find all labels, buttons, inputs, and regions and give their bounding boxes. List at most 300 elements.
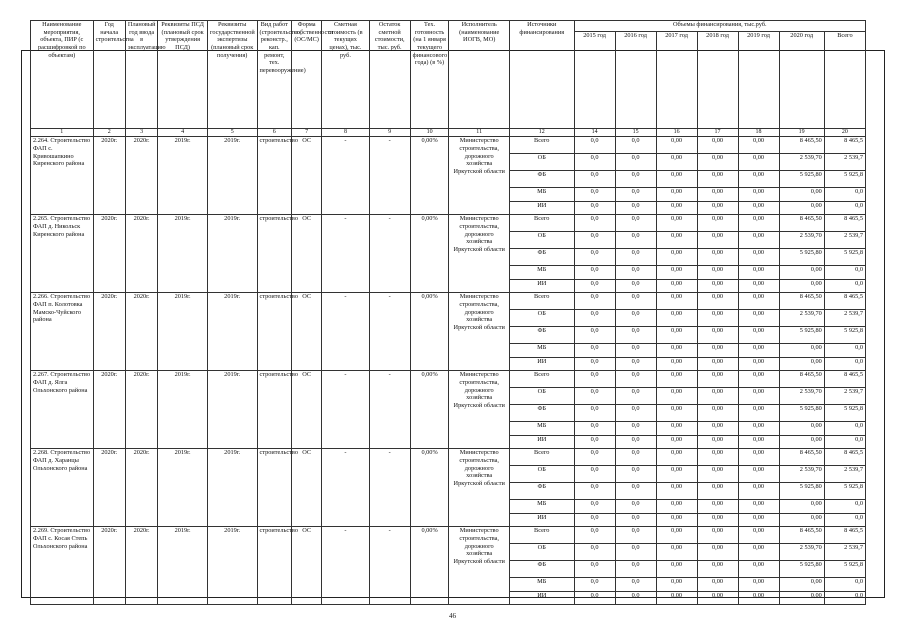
total-value-cell: 0,0: [824, 202, 865, 215]
year-value-cell: 0,0: [615, 388, 656, 405]
executor-cell: Министерство строительства, дорожного хозяйства Иркутской области: [449, 449, 509, 527]
planned-year-cell: 2020г.: [125, 371, 157, 449]
year-value-cell: 2 539,70: [779, 388, 824, 405]
funding-source-label: Всего: [509, 527, 574, 544]
header-year: 2016 год: [615, 32, 656, 129]
funding-source-label: ИИ: [509, 436, 574, 449]
year-value-cell: 0,00: [738, 266, 779, 280]
year-value-cell: 0,00: [779, 344, 824, 358]
total-value-cell: 8 465,5: [824, 371, 865, 388]
year-value-cell: 0,00: [738, 527, 779, 544]
year-value-cell: 0,00: [738, 215, 779, 232]
header-funding-source: Источники финансирования: [509, 21, 574, 129]
year-value-cell: 0,00: [697, 188, 738, 202]
estimate-cell: -: [322, 449, 369, 527]
funding-source-label: ОБ: [509, 154, 574, 171]
start-year-cell: 2020г.: [93, 293, 125, 371]
total-value-cell: 5 925,8: [824, 171, 865, 188]
year-value-cell: 0,00: [738, 405, 779, 422]
year-value-cell: 0,00: [656, 188, 697, 202]
header-remainder: Остаток сметной стоимости, тыс. руб.: [369, 21, 410, 129]
year-value-cell: 0,00: [697, 215, 738, 232]
year-value-cell: 0,0: [574, 202, 615, 215]
total-value-cell: 2 539,7: [824, 466, 865, 483]
year-value-cell: 0,00: [656, 544, 697, 561]
header-name: Наименование мероприятия, объекта, ПИР (с расшифровкой по объектам): [31, 21, 94, 129]
year-value-cell: 8 465,50: [779, 527, 824, 544]
year-value-cell: 0,00: [738, 483, 779, 500]
year-value-cell: 0,00: [697, 371, 738, 388]
year-value-cell: 0,00: [697, 527, 738, 544]
year-value-cell: 0,00: [697, 310, 738, 327]
year-value-cell: 0,00: [697, 293, 738, 310]
year-value-cell: 0,00: [697, 154, 738, 171]
year-value-cell: 0,00: [738, 449, 779, 466]
planned-year-cell: 2020г.: [125, 293, 157, 371]
year-value-cell: 0,0: [574, 293, 615, 310]
year-value-cell: 0,00: [738, 202, 779, 215]
project-name: 2.265. Строительство ФАП д. Никольск Киренского района: [31, 215, 94, 293]
header-year: 2019 год: [738, 32, 779, 129]
total-value-cell: 0,0: [824, 280, 865, 293]
total-value-cell: 0,0: [824, 578, 865, 592]
project-name: 2.264. Строительство ФАП с. Кривошапкино Киренского района: [31, 137, 94, 215]
year-value-cell: 0,00: [656, 280, 697, 293]
funding-source-label: ОБ: [509, 232, 574, 249]
year-value-cell: 0,0: [574, 466, 615, 483]
year-value-cell: 0,00: [697, 483, 738, 500]
year-value-cell: 0,00: [738, 466, 779, 483]
column-number: 20: [824, 129, 865, 137]
year-value-cell: 0,0: [615, 358, 656, 371]
year-value-cell: 0,0: [574, 280, 615, 293]
year-value-cell: 0,00: [656, 293, 697, 310]
year-value-cell: 0,0: [574, 215, 615, 232]
year-value-cell: 0,00: [656, 422, 697, 436]
year-value-cell: 0,0: [574, 388, 615, 405]
funding-source-label: МБ: [509, 578, 574, 592]
column-number: 15: [615, 129, 656, 137]
year-value-cell: 0,0: [574, 500, 615, 514]
year-value-cell: 0,00: [656, 466, 697, 483]
funding-source-label: МБ: [509, 500, 574, 514]
column-number: 6: [257, 129, 292, 137]
year-value-cell: 0,0: [615, 466, 656, 483]
table-row: [31, 215, 866, 232]
year-value-cell: 0,00: [738, 358, 779, 371]
funding-source-label: МБ: [509, 344, 574, 358]
ownership-cell: ОС: [292, 293, 322, 371]
total-value-cell: 0,0: [824, 514, 865, 527]
page-number: 46: [449, 612, 456, 620]
year-value-cell: 0,0: [574, 449, 615, 466]
psd-cell: 2019г.: [158, 293, 208, 371]
year-value-cell: 0,00: [738, 371, 779, 388]
year-value-cell: 0,00: [738, 436, 779, 449]
year-value-cell: 0,0: [615, 310, 656, 327]
year-value-cell: 0,0: [615, 202, 656, 215]
total-value-cell: 8 465,5: [824, 527, 865, 544]
column-number: 17: [697, 129, 738, 137]
year-value-cell: 5 925,80: [779, 249, 824, 266]
header-year: 2020 год: [779, 32, 824, 129]
year-value-cell: 5 925,80: [779, 171, 824, 188]
year-value-cell: 0,0: [574, 358, 615, 371]
year-value-cell: 0,00: [656, 371, 697, 388]
year-value-cell: 0,0: [615, 527, 656, 544]
year-value-cell: 0,0: [615, 436, 656, 449]
total-value-cell: 8 465,5: [824, 449, 865, 466]
year-value-cell: 0,0: [574, 483, 615, 500]
year-value-cell: 0,00: [738, 578, 779, 592]
start-year-cell: 2020г.: [93, 215, 125, 293]
psd-cell: 2019г.: [158, 137, 208, 215]
column-number: 5: [207, 129, 257, 137]
year-value-cell: 0,00: [738, 388, 779, 405]
year-value-cell: 0,00: [697, 500, 738, 514]
start-year-cell: 2020г.: [93, 371, 125, 449]
project-name: 2.266. Строительство ФАП п. Колотовка Мамско-Чуйского района: [31, 293, 94, 371]
work-type-cell: строительство: [257, 449, 292, 527]
funding-source-label: МБ: [509, 422, 574, 436]
remainder-cell: -: [369, 215, 410, 293]
year-value-cell: 0,00: [697, 544, 738, 561]
year-value-cell: 0,00: [656, 215, 697, 232]
ownership-cell: ОС: [292, 371, 322, 449]
year-value-cell: 0,00: [656, 561, 697, 578]
table-row: [31, 137, 866, 154]
remainder-cell: -: [369, 449, 410, 527]
expertise-cell: 2019г.: [207, 137, 257, 215]
year-value-cell: 0,00: [779, 358, 824, 371]
ownership-cell: ОС: [292, 449, 322, 527]
year-value-cell: 0,00: [738, 327, 779, 344]
column-number: 12: [509, 129, 574, 137]
year-value-cell: 0,00: [697, 232, 738, 249]
funding-source-label: Всего: [509, 371, 574, 388]
year-value-cell: 0,0: [615, 327, 656, 344]
year-value-cell: 0,00: [697, 514, 738, 527]
header-start-year: Год начала строительства: [93, 21, 125, 129]
column-number: 18: [738, 129, 779, 137]
year-value-cell: 0,0: [615, 215, 656, 232]
total-value-cell: 8 465,5: [824, 293, 865, 310]
year-value-cell: 0,00: [697, 436, 738, 449]
estimate-cell: -: [322, 137, 369, 215]
table-row: [31, 527, 866, 544]
year-value-cell: 0,0: [574, 436, 615, 449]
column-number: 19: [779, 129, 824, 137]
executor-cell: Министерство строительства, дорожного хозяйства Иркутской области: [449, 137, 509, 215]
funding-source-label: ФБ: [509, 249, 574, 266]
year-value-cell: 0,00: [656, 171, 697, 188]
year-value-cell: 0,0: [574, 544, 615, 561]
header-year: 2015 год: [574, 32, 615, 129]
project-name: 2.267. Строительство ФАП д. Ялга Ольхонского района: [31, 371, 94, 449]
estimate-cell: -: [322, 371, 369, 449]
year-value-cell: 0,0: [615, 154, 656, 171]
column-number: 3: [125, 129, 157, 137]
funding-source-label: ФБ: [509, 327, 574, 344]
expertise-cell: 2019г.: [207, 215, 257, 293]
year-value-cell: 0,0: [615, 344, 656, 358]
year-value-cell: 0,00: [656, 266, 697, 280]
year-value-cell: 0,00: [697, 327, 738, 344]
year-value-cell: 0,00: [656, 514, 697, 527]
executor-cell: Министерство строительства, дорожного хозяйства Иркутской области: [449, 293, 509, 371]
year-value-cell: 0,00: [697, 358, 738, 371]
year-value-cell: 0,0: [574, 154, 615, 171]
year-value-cell: 0,00: [738, 249, 779, 266]
total-value-cell: 0,0: [824, 500, 865, 514]
year-value-cell: 0,0: [615, 500, 656, 514]
psd-cell: 2019г.: [158, 527, 208, 605]
column-number: 16: [656, 129, 697, 137]
year-value-cell: 0,0: [574, 327, 615, 344]
year-value-cell: 0,00: [697, 405, 738, 422]
year-value-cell: 0,0: [574, 310, 615, 327]
executor-cell: Министерство строительства, дорожного хозяйства Иркутской области: [449, 527, 509, 605]
year-value-cell: 0,0: [615, 293, 656, 310]
table-row: [31, 293, 866, 310]
year-value-cell: 0,0: [615, 137, 656, 154]
year-value-cell: 0,00: [697, 249, 738, 266]
total-value-cell: 5 925,8: [824, 561, 865, 578]
year-value-cell: 0,00: [779, 500, 824, 514]
work-type-cell: строительство: [257, 293, 292, 371]
remainder-cell: -: [369, 527, 410, 605]
year-value-cell: 0,00: [656, 249, 697, 266]
expertise-cell: 2019г.: [207, 293, 257, 371]
column-number: 7: [292, 129, 322, 137]
year-value-cell: 0,0: [574, 371, 615, 388]
year-value-cell: 0,0: [574, 514, 615, 527]
column-number: 1: [31, 129, 94, 137]
header-work-type: Вид работ (строительство, реконстр., кап. ремонт, тех. перевооружение): [257, 21, 292, 129]
year-value-cell: 0,00: [697, 592, 738, 605]
total-value-cell: 5 925,8: [824, 483, 865, 500]
year-value-cell: 0,00: [656, 358, 697, 371]
year-value-cell: 0,00: [697, 449, 738, 466]
year-value-cell: 0,0: [615, 561, 656, 578]
year-value-cell: 0,00: [738, 422, 779, 436]
year-value-cell: 0,00: [656, 449, 697, 466]
project-name: 2.268. Строительство ФАП д. Харанцы Ольхонского района: [31, 449, 94, 527]
funding-source-label: ИИ: [509, 280, 574, 293]
year-value-cell: 0,0: [615, 405, 656, 422]
readiness-cell: 0,00%: [410, 449, 449, 527]
psd-cell: 2019г.: [158, 215, 208, 293]
year-value-cell: 0,0: [574, 422, 615, 436]
work-type-cell: строительство: [257, 215, 292, 293]
planned-year-cell: 2020г.: [125, 449, 157, 527]
year-value-cell: 0,00: [697, 280, 738, 293]
funding-source-label: ФБ: [509, 171, 574, 188]
year-value-cell: 0,0: [574, 561, 615, 578]
funding-source-label: МБ: [509, 266, 574, 280]
table-header: [31, 21, 866, 137]
planned-year-cell: 2020г.: [125, 215, 157, 293]
header-readiness: Тех. готовность (на 1 января текущего финансового года) (в %): [410, 21, 449, 129]
year-value-cell: 0,00: [779, 514, 824, 527]
year-value-cell: 0,00: [697, 344, 738, 358]
psd-cell: 2019г.: [158, 449, 208, 527]
year-value-cell: 0,0: [615, 483, 656, 500]
header-ownership: Форма собственности (ОС/МС): [292, 21, 322, 129]
column-number: 11: [449, 129, 509, 137]
ownership-cell: ОС: [292, 527, 322, 605]
remainder-cell: -: [369, 293, 410, 371]
expertise-cell: 2019г.: [207, 371, 257, 449]
year-value-cell: 0,00: [656, 232, 697, 249]
year-value-cell: 2 539,70: [779, 232, 824, 249]
financing-table: [30, 20, 866, 605]
year-value-cell: 0,0: [615, 171, 656, 188]
year-value-cell: 0,0: [615, 544, 656, 561]
year-value-cell: 0,00: [738, 293, 779, 310]
funding-source-label: Всего: [509, 215, 574, 232]
year-value-cell: 0,00: [656, 592, 697, 605]
executor-cell: Министерство строительства, дорожного хозяйства Иркутской области: [449, 371, 509, 449]
year-value-cell: 0,0: [574, 137, 615, 154]
start-year-cell: 2020г.: [93, 449, 125, 527]
work-type-cell: строительство: [257, 371, 292, 449]
year-value-cell: 5 925,80: [779, 483, 824, 500]
year-value-cell: 0,0: [615, 280, 656, 293]
header-total: Всего: [824, 32, 865, 129]
year-value-cell: 2 539,70: [779, 466, 824, 483]
year-value-cell: 0,00: [656, 527, 697, 544]
year-value-cell: 2 539,70: [779, 544, 824, 561]
funding-source-label: МБ: [509, 188, 574, 202]
ownership-cell: ОС: [292, 215, 322, 293]
year-value-cell: 0,0: [574, 249, 615, 266]
year-value-cell: 0,00: [697, 578, 738, 592]
funding-source-label: ФБ: [509, 561, 574, 578]
total-value-cell: 0,0: [824, 592, 865, 605]
year-value-cell: 0,00: [656, 483, 697, 500]
year-value-cell: 0,00: [779, 202, 824, 215]
total-value-cell: 2 539,7: [824, 544, 865, 561]
executor-cell: Министерство строительства, дорожного хозяйства Иркутской области: [449, 215, 509, 293]
remainder-cell: -: [369, 371, 410, 449]
total-value-cell: 2 539,7: [824, 154, 865, 171]
year-value-cell: 0,0: [615, 371, 656, 388]
year-value-cell: 8 465,50: [779, 137, 824, 154]
year-value-cell: 0,00: [697, 561, 738, 578]
column-number: 14: [574, 129, 615, 137]
expertise-cell: 2019г.: [207, 449, 257, 527]
column-number: 10: [410, 129, 449, 137]
column-number: 4: [158, 129, 208, 137]
year-value-cell: 0,00: [779, 266, 824, 280]
year-value-cell: 0,00: [656, 327, 697, 344]
year-value-cell: 0,00: [738, 188, 779, 202]
year-value-cell: 0,0: [615, 592, 656, 605]
funding-source-label: ИИ: [509, 592, 574, 605]
year-value-cell: 0,00: [656, 388, 697, 405]
funding-source-label: ИИ: [509, 202, 574, 215]
readiness-cell: 0,00%: [410, 137, 449, 215]
year-value-cell: 5 925,80: [779, 561, 824, 578]
funding-source-label: ОБ: [509, 544, 574, 561]
year-value-cell: 0,00: [738, 232, 779, 249]
funding-source-label: ИИ: [509, 514, 574, 527]
total-value-cell: 5 925,8: [824, 405, 865, 422]
year-value-cell: 0,00: [697, 466, 738, 483]
year-value-cell: 0,00: [656, 436, 697, 449]
total-value-cell: 0,0: [824, 422, 865, 436]
year-value-cell: 0,0: [615, 188, 656, 202]
start-year-cell: 2020г.: [93, 137, 125, 215]
estimate-cell: -: [322, 215, 369, 293]
year-value-cell: 8 465,50: [779, 449, 824, 466]
funding-source-label: ФБ: [509, 483, 574, 500]
planned-year-cell: 2020г.: [125, 137, 157, 215]
ownership-cell: ОС: [292, 137, 322, 215]
total-value-cell: 5 925,8: [824, 249, 865, 266]
year-value-cell: 0,00: [738, 137, 779, 154]
year-value-cell: 0,00: [656, 344, 697, 358]
year-value-cell: 0,00: [656, 202, 697, 215]
year-value-cell: 0,00: [738, 561, 779, 578]
year-value-cell: 0,0: [574, 232, 615, 249]
year-value-cell: 8 465,50: [779, 293, 824, 310]
year-value-cell: 0,0: [574, 578, 615, 592]
year-value-cell: 0,00: [738, 154, 779, 171]
year-value-cell: 0,00: [656, 310, 697, 327]
header-volume-group: Объемы финансирования, тыс.руб.: [574, 21, 865, 32]
funding-source-label: ОБ: [509, 310, 574, 327]
funding-source-label: ОБ: [509, 466, 574, 483]
year-value-cell: 8 465,50: [779, 215, 824, 232]
year-value-cell: 0,0: [574, 527, 615, 544]
readiness-cell: 0,00%: [410, 293, 449, 371]
year-value-cell: 0,0: [615, 422, 656, 436]
total-value-cell: 8 465,5: [824, 137, 865, 154]
funding-source-label: ФБ: [509, 405, 574, 422]
year-value-cell: 0,00: [779, 422, 824, 436]
year-value-cell: 0,00: [738, 280, 779, 293]
year-value-cell: 0,0: [574, 188, 615, 202]
total-value-cell: 0,0: [824, 344, 865, 358]
year-value-cell: 0,0: [615, 249, 656, 266]
total-value-cell: 0,0: [824, 358, 865, 371]
total-value-cell: 0,0: [824, 188, 865, 202]
year-value-cell: 0,00: [779, 188, 824, 202]
planned-year-cell: 2020г.: [125, 527, 157, 605]
readiness-cell: 0,00%: [410, 215, 449, 293]
header-psd: Реквизиты ПСД (плановый срок утверждения ПСД): [158, 21, 208, 129]
year-value-cell: 0,00: [697, 422, 738, 436]
year-value-cell: 0,00: [697, 171, 738, 188]
year-value-cell: 0,00: [697, 137, 738, 154]
table-row: [31, 371, 866, 388]
funding-source-label: Всего: [509, 137, 574, 154]
year-value-cell: 0,00: [656, 154, 697, 171]
estimate-cell: -: [322, 527, 369, 605]
total-value-cell: 2 539,7: [824, 310, 865, 327]
total-value-cell: 0,0: [824, 436, 865, 449]
work-type-cell: строительство: [257, 137, 292, 215]
year-value-cell: 0,0: [574, 171, 615, 188]
year-value-cell: 0,0: [574, 344, 615, 358]
year-value-cell: 0,00: [738, 171, 779, 188]
year-value-cell: 5 925,80: [779, 327, 824, 344]
year-value-cell: 0,00: [738, 592, 779, 605]
total-value-cell: 2 539,7: [824, 388, 865, 405]
year-value-cell: 0,00: [697, 266, 738, 280]
